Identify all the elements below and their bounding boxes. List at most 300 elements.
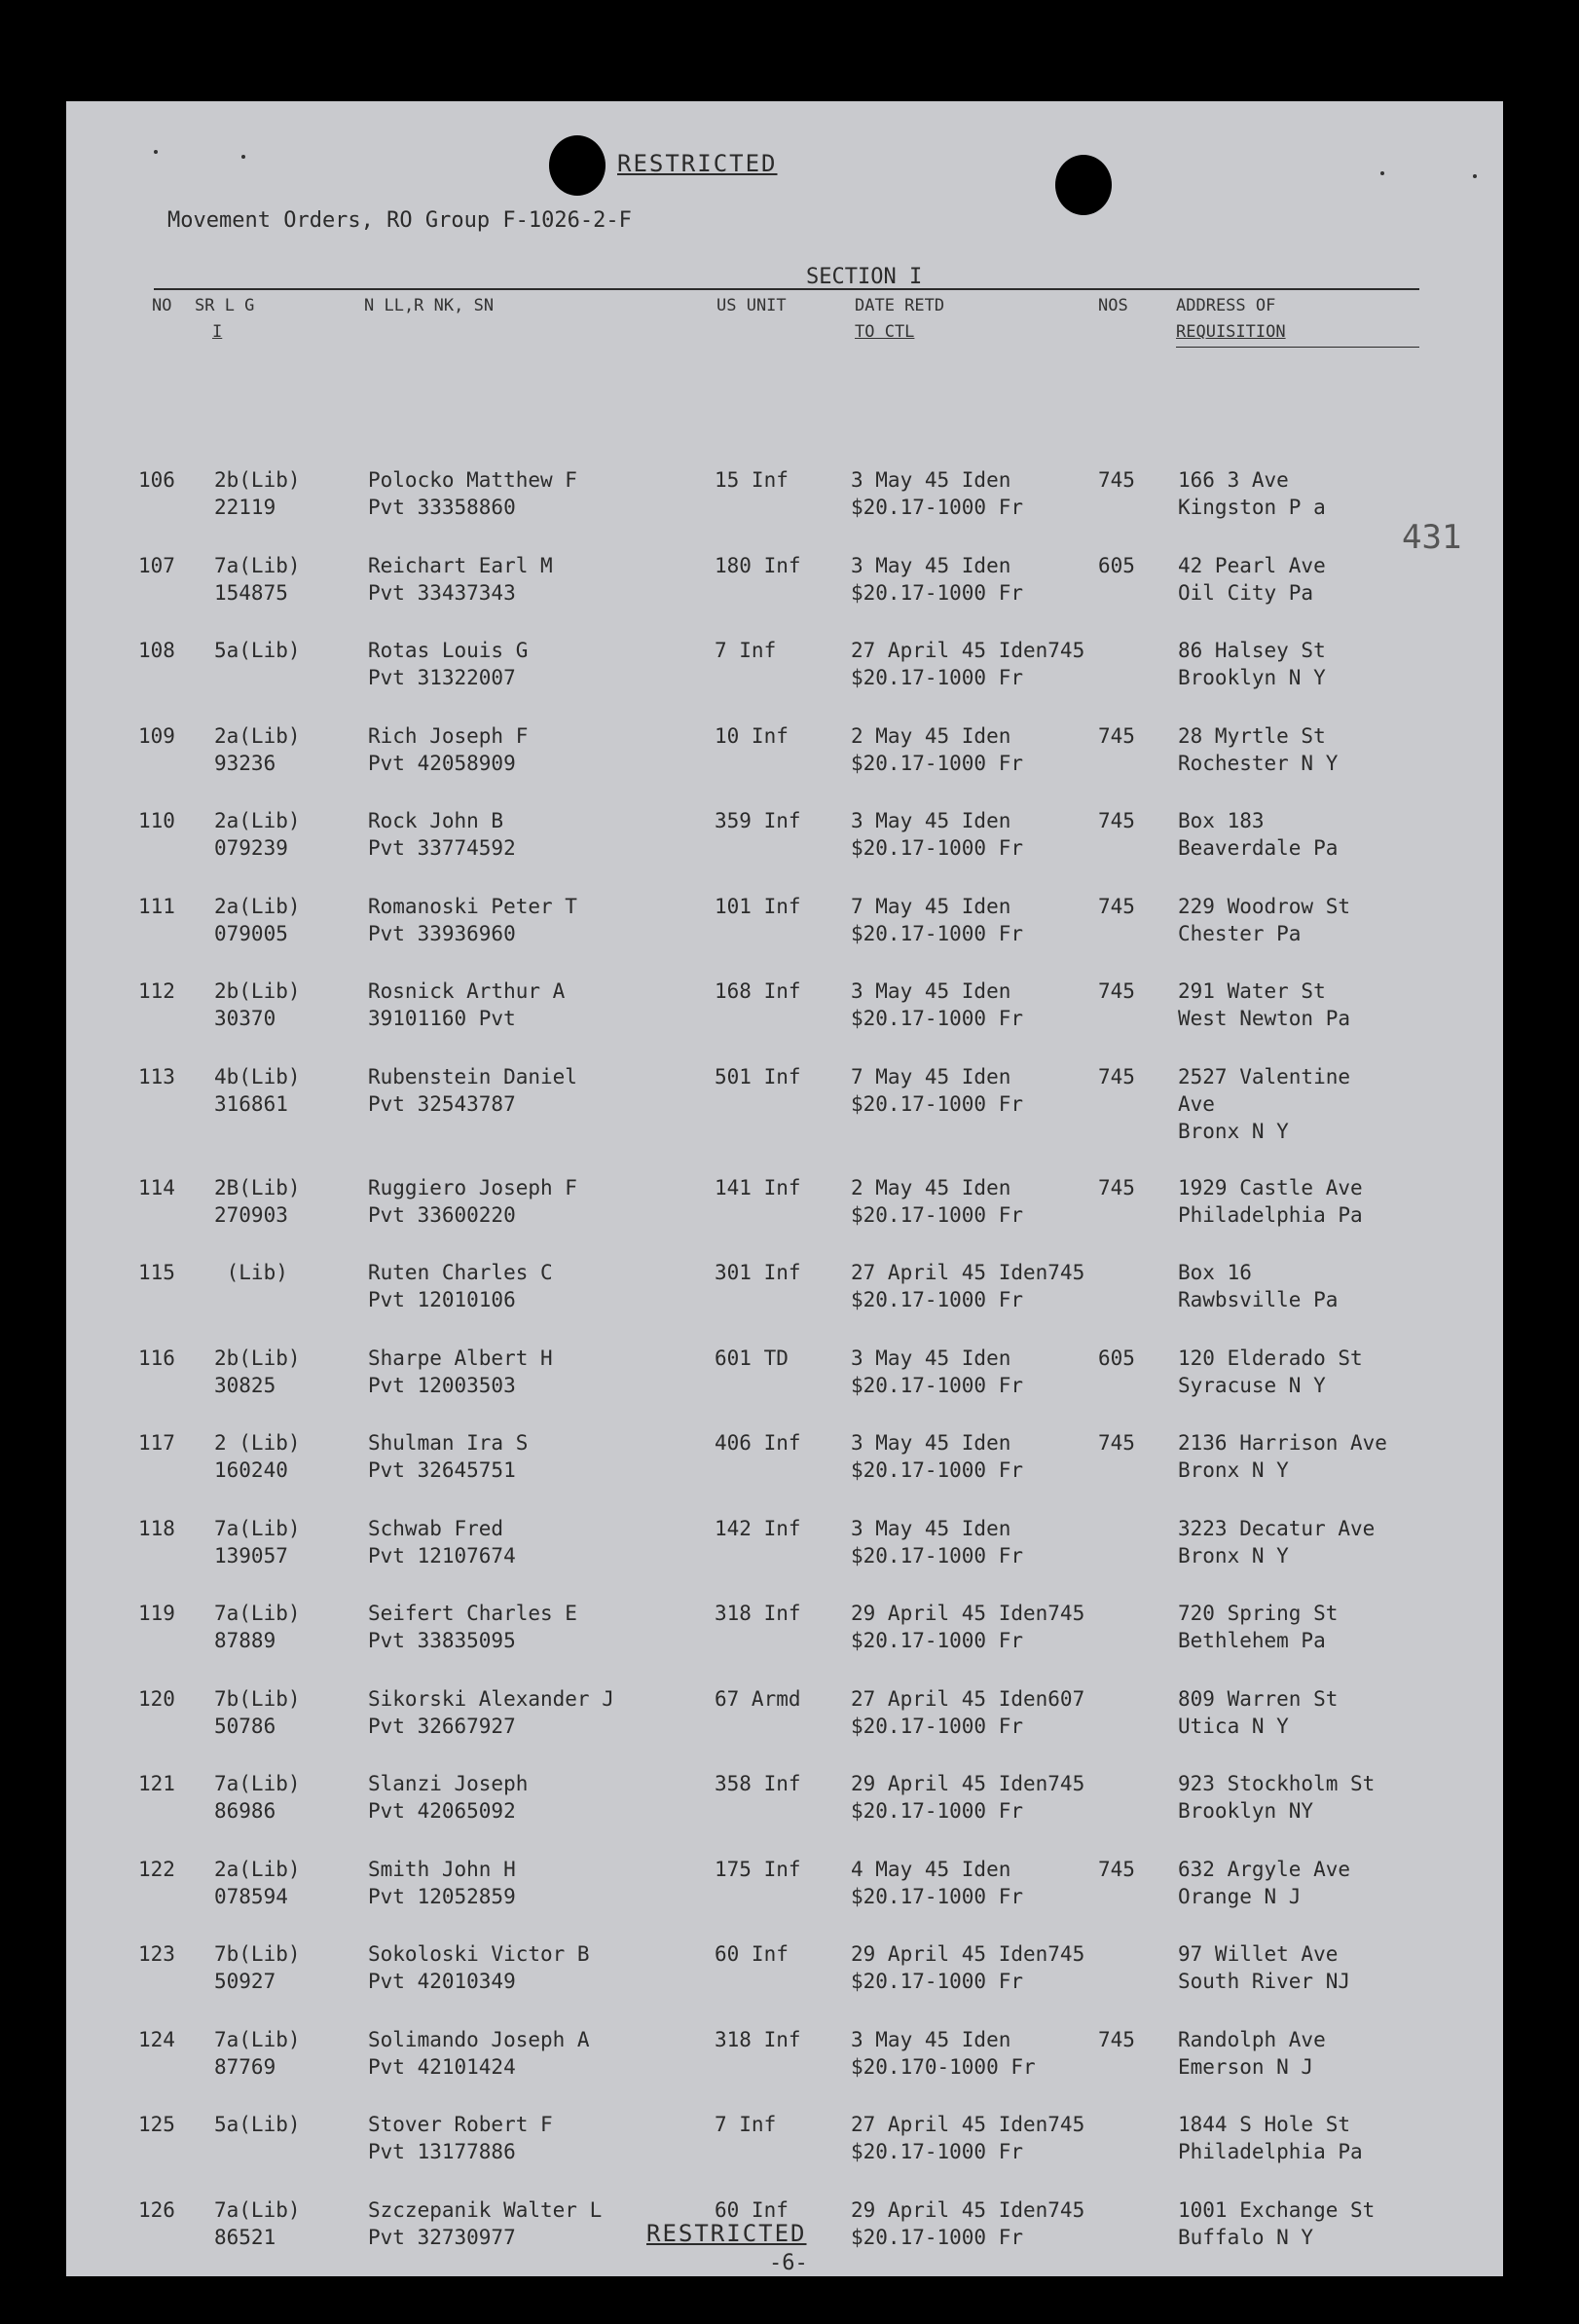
cell-date-line: $20.17-1000 Fr <box>851 2140 1024 2163</box>
cell-date-line: $20.17-1000 Fr <box>851 666 1024 689</box>
cell-addr-line: Brooklyn N Y <box>1178 666 1326 689</box>
cell-addr-line: 28 Myrtle St <box>1178 723 1326 748</box>
cell-addr-line: Bronx N Y <box>1178 1119 1289 1143</box>
cell-org-line: 318 Inf <box>715 2027 801 2051</box>
cell-date-line: $20.17-1000 Fr <box>851 1458 1024 1482</box>
cell-name-line: Rich Joseph F <box>368 723 529 748</box>
cell-srl-line: 2a(Lib) <box>214 723 301 748</box>
cell-name-line: Pvt 12107674 <box>368 1543 516 1568</box>
cell-org-line: 359 Inf <box>715 809 801 832</box>
cell-date-line: 3 May 45 Iden <box>851 1431 1011 1455</box>
cell-org <box>715 1259 801 1286</box>
cell-addr-line: Buffalo N Y <box>1178 2225 1314 2249</box>
cell-srl <box>214 1063 301 1118</box>
cell-srl-line: 7a(Lib) <box>214 2027 301 2051</box>
cell-mos-line: 745 <box>1098 979 1135 1003</box>
table-row <box>66 807 1503 893</box>
cell-addr-line: 3223 Decatur Ave <box>1178 1516 1376 1540</box>
cell-date <box>851 1770 1084 1825</box>
classification-footer: RESTRICTED <box>646 2220 807 2247</box>
cell-name-line: Pvt 33936960 <box>368 921 516 945</box>
column-header-address: ADDRESS OF <box>1176 296 1276 315</box>
cell-name-line: Pvt 32645751 <box>368 1458 516 1482</box>
cell-org <box>715 1856 801 1883</box>
cell-no <box>138 2196 175 2224</box>
cell-no-line: 108 <box>138 639 175 662</box>
speck <box>241 155 245 159</box>
cell-addr-line: Philadelphia Pa <box>1178 1202 1363 1227</box>
cell-name <box>368 1856 516 1910</box>
header-bottom-rule <box>1176 347 1419 348</box>
column-header-address-2: REQUISITION <box>1176 322 1286 342</box>
table-row <box>66 1600 1503 1685</box>
cell-addr-line: Brooklyn NY <box>1178 1799 1314 1823</box>
cell-no <box>138 1345 175 1372</box>
cell-no-line: 123 <box>138 1942 175 1966</box>
cell-org <box>715 552 801 579</box>
cell-date <box>851 466 1023 521</box>
cell-date-line: 29 April 45 Iden745 <box>851 1772 1085 1795</box>
cell-org <box>715 1345 789 1372</box>
cell-org-line: 7 Inf <box>715 639 777 662</box>
cell-addr-line: 2527 Valentine <box>1178 1064 1351 1088</box>
cell-date <box>851 637 1084 691</box>
table-row <box>66 1259 1503 1345</box>
cell-name-line: Pvt 42058909 <box>368 751 516 775</box>
cell-no <box>138 1685 175 1713</box>
cell-no-line: 119 <box>138 1602 175 1625</box>
cell-org <box>715 637 776 664</box>
cell-no-line: 110 <box>138 809 175 832</box>
cell-addr-line: Chester Pa <box>1178 921 1302 945</box>
cell-addr-line: Philadelphia Pa <box>1178 2140 1363 2163</box>
cell-addr-line: South River NJ <box>1178 1970 1351 1993</box>
cell-addr <box>1178 1515 1375 1569</box>
table-row <box>66 1063 1503 1174</box>
cell-org <box>715 807 801 834</box>
cell-date-line: 2 May 45 Iden <box>851 1175 1011 1199</box>
cell-name-line: Seifert Charles E <box>368 1602 577 1625</box>
cell-mos-line: 605 <box>1098 553 1135 577</box>
table-row <box>66 466 1503 552</box>
cell-name-line: Sokoloski Victor B <box>368 1942 590 1966</box>
cell-addr-line: 1001 Exchange St <box>1178 2197 1376 2222</box>
cell-addr-line: Rochester N Y <box>1178 751 1339 775</box>
cell-srl-line: 2B(Lib) <box>214 1175 301 1199</box>
cell-date-line: 27 April 45 Iden745 <box>851 2113 1085 2136</box>
cell-name-line: Pvt 32543787 <box>368 1091 516 1116</box>
speck <box>1380 171 1384 175</box>
cell-addr-line: 809 Warren St <box>1178 1686 1339 1711</box>
cell-name <box>368 722 528 777</box>
table-row <box>66 893 1503 978</box>
cell-srl-line: 4b(Lib) <box>214 1064 301 1088</box>
cell-srl-line: 30825 <box>214 1373 276 1397</box>
cell-mos <box>1098 978 1135 1005</box>
cell-date-line: $20.17-1000 Fr <box>851 2225 1024 2249</box>
cell-srl-line: 2b(Lib) <box>214 979 301 1003</box>
cell-org-line: 141 Inf <box>715 1175 801 1199</box>
table-row <box>66 1856 1503 1941</box>
cell-name-line: Rock John B <box>368 809 504 832</box>
cell-date-line: $20.17-1000 Fr <box>851 1007 1024 1030</box>
cell-date <box>851 1515 1023 1569</box>
cell-srl-line: 50786 <box>214 1714 276 1738</box>
cell-name-line: Pvt 42101424 <box>368 2054 516 2079</box>
cell-mos-line: 605 <box>1098 1346 1135 1370</box>
cell-srl <box>214 552 301 607</box>
cell-mos-line: 745 <box>1098 894 1135 918</box>
cell-addr-line: 923 Stockholm St <box>1178 1772 1376 1795</box>
speck <box>1473 174 1477 178</box>
cell-no-line: 120 <box>138 1686 175 1711</box>
cell-date <box>851 1259 1084 1313</box>
cell-date-line: 29 April 45 Iden745 <box>851 1602 1085 1625</box>
column-header-mos: NOS <box>1098 296 1128 315</box>
cell-date-line: $20.170-1000 Fr <box>851 2054 1036 2079</box>
cell-srl <box>214 1515 301 1569</box>
cell-addr <box>1178 466 1326 521</box>
cell-addr-line: Box 183 <box>1178 809 1265 832</box>
cell-name <box>368 2026 590 2081</box>
cell-org-line: 168 Inf <box>715 979 801 1003</box>
cell-name <box>368 552 553 607</box>
cell-org <box>715 1429 801 1457</box>
cell-name-line: Slanzi Joseph <box>368 1772 529 1795</box>
cell-name-line: Sharpe Albert H <box>368 1346 553 1370</box>
cell-date-line: 7 May 45 Iden <box>851 894 1011 918</box>
cell-org <box>715 1515 801 1542</box>
cell-mos-line: 745 <box>1098 1857 1135 1881</box>
cell-mos <box>1098 807 1135 834</box>
cell-name-line: Rosnick Arthur A <box>368 979 566 1003</box>
cell-mos-line: 745 <box>1098 723 1135 748</box>
cell-srl-line: 2b(Lib) <box>214 468 301 492</box>
cell-srl-line: 87769 <box>214 2054 276 2079</box>
cell-date-line: 3 May 45 Iden <box>851 979 1011 1003</box>
cell-addr-line: Oil City Pa <box>1178 580 1314 605</box>
cell-srl-line: 139057 <box>214 1543 288 1568</box>
cell-addr <box>1178 1685 1338 1740</box>
cell-srl-line: 93236 <box>214 751 276 775</box>
cell-name-line: Schwab Fred <box>368 1516 504 1540</box>
cell-addr-line: Ave <box>1178 1091 1215 1116</box>
cell-addr <box>1178 722 1338 777</box>
cell-org <box>715 2111 776 2138</box>
cell-addr-line: 86 Halsey St <box>1178 639 1326 662</box>
cell-date-line: 4 May 45 Iden <box>851 1857 1011 1881</box>
cell-date <box>851 807 1023 862</box>
cell-no-line: 109 <box>138 723 175 748</box>
cell-srl-line: 078594 <box>214 1884 288 1908</box>
table-row <box>66 978 1503 1063</box>
table-row <box>66 2026 1503 2112</box>
cell-org <box>715 1940 789 1968</box>
cell-date-line: 3 May 45 Iden <box>851 468 1011 492</box>
cell-name-line: Pvt 33835095 <box>368 1629 516 1652</box>
cell-addr <box>1178 637 1326 691</box>
cell-no <box>138 1940 175 1968</box>
cell-addr-line: 2136 Harrison Ave <box>1178 1431 1387 1455</box>
cell-srl-line: 50927 <box>214 1970 276 1993</box>
cell-srl-line: 7b(Lib) <box>214 1942 301 1966</box>
cell-name-line: Pvt 33774592 <box>368 836 516 860</box>
cell-srl <box>214 1856 301 1910</box>
cell-name-line: 39101160 Pvt <box>368 1007 516 1030</box>
cell-no <box>138 2111 175 2138</box>
cell-srl-line: 86521 <box>214 2225 276 2249</box>
cell-srl-line: 7a(Lib) <box>214 1602 301 1625</box>
cell-date-line: 27 April 45 Iden745 <box>851 639 1085 662</box>
cell-addr-line: Bronx N Y <box>1178 1543 1289 1568</box>
cell-no-line: 122 <box>138 1857 175 1881</box>
cell-name-line: Pvt 33358860 <box>368 496 516 519</box>
cell-org-line: 318 Inf <box>715 1602 801 1625</box>
cell-srl <box>214 1940 301 1995</box>
cell-srl <box>214 1685 301 1740</box>
punch-hole-left <box>549 135 606 196</box>
cell-name-line: Pvt 32730977 <box>368 2225 516 2249</box>
cell-no-line: 112 <box>138 979 175 1003</box>
cell-date-line: $20.17-1000 Fr <box>851 1202 1024 1227</box>
cell-date-line: 29 April 45 Iden745 <box>851 2197 1085 2222</box>
cell-name <box>368 1600 577 1654</box>
cell-name <box>368 978 565 1032</box>
cell-name-line: Rubenstein Daniel <box>368 1064 577 1088</box>
cell-srl-line: 7a(Lib) <box>214 1516 301 1540</box>
cell-addr <box>1178 807 1338 862</box>
cell-srl <box>214 1429 301 1484</box>
cell-no-line: 124 <box>138 2027 175 2051</box>
cell-addr-line: 97 Willet Ave <box>1178 1942 1339 1966</box>
cell-srl <box>214 978 301 1032</box>
cell-no-line: 116 <box>138 1346 175 1370</box>
cell-date <box>851 2111 1084 2165</box>
cell-org-line: 301 Inf <box>715 1261 801 1284</box>
cell-org <box>715 893 801 920</box>
cell-date <box>851 893 1023 947</box>
cell-date-line: $20.17-1000 Fr <box>851 921 1024 945</box>
column-header-no: NO <box>152 296 172 315</box>
cell-addr-line: 291 Water St <box>1178 979 1326 1003</box>
table-row <box>66 1515 1503 1601</box>
cell-date-line: 27 April 45 Iden607 <box>851 1686 1085 1711</box>
cell-org-line: 601 TD <box>715 1346 789 1370</box>
cell-addr-line: Bronx N Y <box>1178 1458 1289 1482</box>
cell-name-line: Pvt 33600220 <box>368 1202 516 1227</box>
cell-no <box>138 722 175 750</box>
cell-name-line: Ruten Charles C <box>368 1261 553 1284</box>
cell-name <box>368 1259 553 1313</box>
cell-date-line: 3 May 45 Iden <box>851 1346 1011 1370</box>
cell-mos <box>1098 1345 1135 1372</box>
cell-date-line: $20.17-1000 Fr <box>851 1884 1024 1908</box>
cell-name <box>368 637 528 691</box>
table-row <box>66 1174 1503 1260</box>
cell-srl-line: 160240 <box>214 1458 288 1482</box>
cell-org-line: 7 Inf <box>715 2113 777 2136</box>
cell-org <box>715 722 789 750</box>
cell-addr <box>1178 1770 1375 1825</box>
cell-name-line: Pvt 13177886 <box>368 2140 516 2163</box>
cell-date-line: $20.17-1000 Fr <box>851 1091 1024 1116</box>
cell-name-line: Pvt 12010106 <box>368 1288 516 1311</box>
cell-addr <box>1178 978 1350 1032</box>
cell-srl-line: 2 (Lib) <box>214 1431 301 1455</box>
cell-addr-line: Box 16 <box>1178 1261 1252 1284</box>
cell-srl-line: 7a(Lib) <box>214 1772 301 1795</box>
cell-addr-line: Rawbsville Pa <box>1178 1288 1339 1311</box>
header-top-rule <box>154 288 1419 290</box>
punch-hole-right <box>1055 155 1112 215</box>
cell-org <box>715 978 801 1005</box>
table-row <box>66 1940 1503 2026</box>
cell-addr <box>1178 2196 1375 2251</box>
cell-mos <box>1098 1063 1135 1090</box>
cell-org-line: 406 Inf <box>715 1431 801 1455</box>
cell-date-line: $20.17-1000 Fr <box>851 580 1024 605</box>
cell-mos-line: 745 <box>1098 809 1135 832</box>
cell-name <box>368 1429 528 1484</box>
cell-org <box>715 1600 801 1627</box>
cell-addr-line: Kingston P a <box>1178 496 1326 519</box>
column-header-date: DATE RETD <box>855 296 945 315</box>
cell-no <box>138 1600 175 1627</box>
cell-org-line: 175 Inf <box>715 1857 801 1881</box>
column-header-name: N LL,R NK, SN <box>364 296 495 315</box>
cell-srl-line: 079005 <box>214 921 288 945</box>
cell-name-line: Pvt 12003503 <box>368 1373 516 1397</box>
cell-addr <box>1178 552 1326 607</box>
cell-addr-line: 166 3 Ave <box>1178 468 1289 492</box>
cell-date <box>851 978 1023 1032</box>
cell-mos <box>1098 722 1135 750</box>
cell-addr <box>1178 1174 1363 1229</box>
cell-date-line: 2 May 45 Iden <box>851 723 1011 748</box>
cell-srl <box>214 1345 301 1399</box>
cell-date <box>851 1174 1023 1229</box>
table-row <box>66 1345 1503 1430</box>
cell-srl-line: 2a(Lib) <box>214 894 301 918</box>
cell-mos-line: 745 <box>1098 2027 1135 2051</box>
cell-srl-line: 2a(Lib) <box>214 809 301 832</box>
cell-name-line: Pvt 12052859 <box>368 1884 516 1908</box>
cell-name <box>368 466 577 521</box>
cell-name <box>368 1515 516 1569</box>
cell-no <box>138 978 175 1005</box>
column-header-srl-2: I <box>212 322 223 342</box>
cell-srl-line: 079239 <box>214 836 288 860</box>
cell-org <box>715 1685 801 1713</box>
cell-name-line: Romanoski Peter T <box>368 894 577 918</box>
table-row <box>66 722 1503 808</box>
cell-no <box>138 893 175 920</box>
cell-date-line: 27 April 45 Iden745 <box>851 1261 1085 1284</box>
cell-name-line: Solimando Joseph A <box>368 2027 590 2051</box>
cell-name-line: Stover Robert F <box>368 2113 553 2136</box>
cell-date-line: $20.17-1000 Fr <box>851 1799 1024 1823</box>
cell-org-line: 10 Inf <box>715 723 789 748</box>
cell-date <box>851 1345 1023 1399</box>
cell-mos <box>1098 2026 1135 2053</box>
cell-date-line: $20.17-1000 Fr <box>851 496 1024 519</box>
cell-name <box>368 2196 602 2251</box>
cell-name-line: Rotas Louis G <box>368 639 529 662</box>
cell-addr <box>1178 1259 1338 1313</box>
cell-date <box>851 1685 1084 1740</box>
cell-name-line: Pvt 31322007 <box>368 666 516 689</box>
page-number: -6- <box>769 2251 808 2275</box>
cell-no-line: 114 <box>138 1175 175 1199</box>
cell-org <box>715 1174 801 1201</box>
cell-srl-line: 2b(Lib) <box>214 1346 301 1370</box>
cell-srl-line: 154875 <box>214 580 288 605</box>
table-row <box>66 1770 1503 1856</box>
table-row <box>66 637 1503 722</box>
cell-srl <box>214 807 301 862</box>
cell-srl-line: 316861 <box>214 1091 288 1116</box>
cell-addr-line: Utica N Y <box>1178 1714 1289 1738</box>
table-row <box>66 552 1503 638</box>
cell-srl <box>214 1259 288 1286</box>
cell-date-line: $20.17-1000 Fr <box>851 751 1024 775</box>
cell-no-line: 118 <box>138 1516 175 1540</box>
cell-srl <box>214 637 301 664</box>
table-row <box>66 2111 1503 2196</box>
cell-srl-line: 5a(Lib) <box>214 639 301 662</box>
cell-mos <box>1098 1174 1135 1201</box>
cell-addr <box>1178 1063 1350 1145</box>
cell-date <box>851 552 1023 607</box>
cell-no <box>138 1063 175 1090</box>
cell-name <box>368 1940 590 1995</box>
cell-org-line: 15 Inf <box>715 468 789 492</box>
cell-mos-line: 745 <box>1098 468 1135 492</box>
cell-addr-line: West Newton Pa <box>1178 1007 1351 1030</box>
cell-no-line: 106 <box>138 468 175 492</box>
cell-date <box>851 1600 1084 1654</box>
cell-name-line: Ruggiero Joseph F <box>368 1175 577 1199</box>
cell-no <box>138 2026 175 2053</box>
cell-addr-line: 632 Argyle Ave <box>1178 1857 1351 1881</box>
cell-addr <box>1178 1856 1350 1910</box>
cell-name-line: Pvt 42065092 <box>368 1799 516 1823</box>
cell-name <box>368 2111 553 2165</box>
cell-name-line: Reichart Earl M <box>368 553 553 577</box>
cell-date-line: $20.17-1000 Fr <box>851 1288 1024 1311</box>
cell-date-line: $20.17-1000 Fr <box>851 1970 1024 1993</box>
cell-org <box>715 2026 801 2053</box>
cell-srl-line: 22119 <box>214 496 276 519</box>
cell-no <box>138 552 175 579</box>
cell-org <box>715 466 789 494</box>
column-header-date-2: TO CTL <box>855 322 915 342</box>
cell-name <box>368 807 516 862</box>
cell-name <box>368 1770 528 1825</box>
cell-no-line: 126 <box>138 2197 175 2222</box>
cell-mos-line: 745 <box>1098 1431 1135 1455</box>
cell-date-line: $20.17-1000 Fr <box>851 1714 1024 1738</box>
cell-org-line: 180 Inf <box>715 553 801 577</box>
cell-srl <box>214 893 301 947</box>
cell-mos-line: 745 <box>1098 1175 1135 1199</box>
cell-srl <box>214 2196 301 2251</box>
cell-date <box>851 1940 1084 1995</box>
cell-date-line: 7 May 45 Iden <box>851 1064 1011 1088</box>
cell-mos <box>1098 466 1135 494</box>
cell-date <box>851 2026 1036 2081</box>
cell-no <box>138 1515 175 1542</box>
